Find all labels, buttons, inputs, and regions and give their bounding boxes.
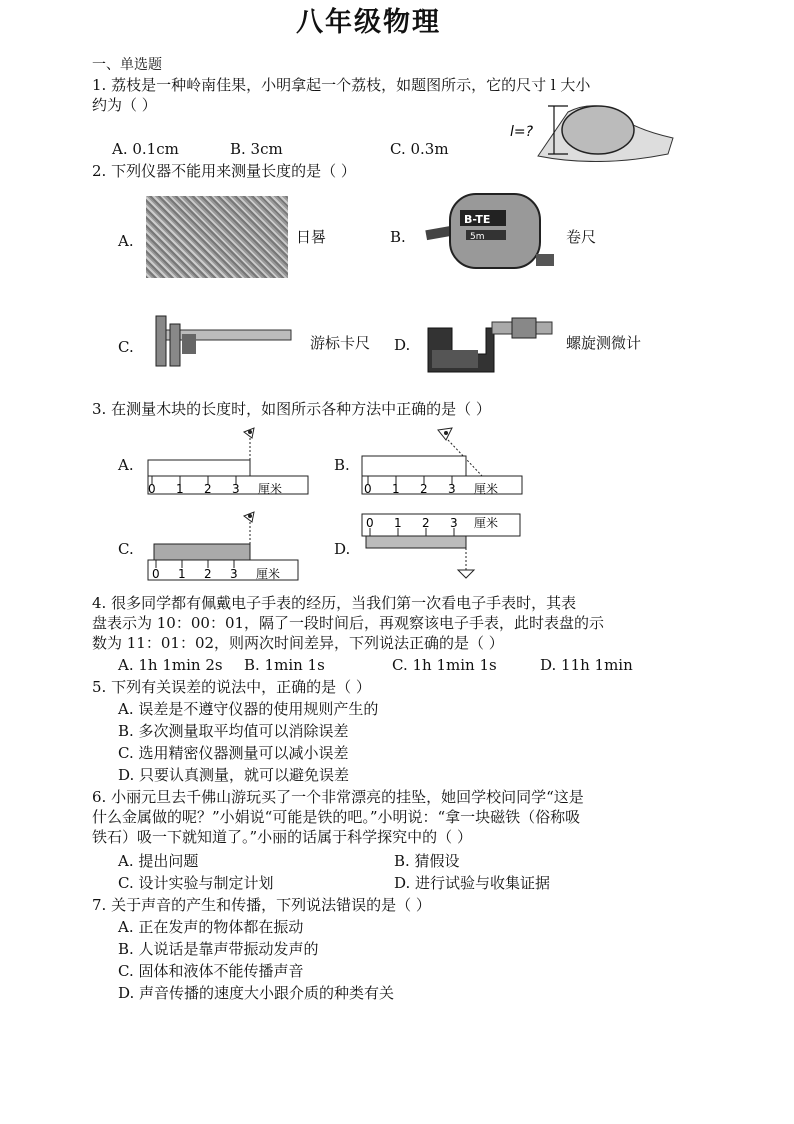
micrometer-image [422, 314, 562, 376]
ruler-tick: 2 [420, 482, 428, 496]
q2-option-b-label: 卷尺 [566, 228, 597, 246]
tape-brand: B-TE [464, 213, 491, 226]
ruler-unit: 厘米 [258, 482, 283, 496]
q2-option-a-letter[interactable]: A. [118, 232, 134, 250]
q6-option-d[interactable]: D. 进行试验与收集证据 [394, 874, 551, 892]
tape-size: 5m [470, 232, 485, 242]
wood-block [148, 460, 250, 476]
q2-option-c-letter[interactable]: C. [118, 338, 134, 356]
tape-measure-image [420, 188, 560, 278]
q3-stem: 3. 在测量木块的长度时，如图所示各种方法中正确的是（ ） [92, 400, 491, 418]
q3-option-d-letter[interactable]: D. [334, 540, 351, 558]
q5-option-c[interactable]: C. 选用精密仪器测量可以减小误差 [118, 744, 349, 762]
ruler-tick: 2 [204, 482, 212, 496]
q4-stem-line2: 盘表示为 10：00：01，隔了一段时间后，再观察该电子手表，此时表盘的示 [92, 614, 605, 632]
q1-stem-line2: 约为（ ） [92, 96, 157, 114]
ruler-tick: 0 [148, 482, 156, 496]
lychee-shape [562, 106, 634, 154]
lychee-size-label: l=? [510, 124, 534, 140]
q6-option-a[interactable]: A. 提出问题 [118, 852, 199, 870]
lychee-figure [508, 98, 678, 162]
q6-stem-line2: 什么金属做的呢？”小娟说“可能是铁的吧。”小明说：“拿一块磁铁（俗称吸 [92, 808, 581, 826]
q1-option-a[interactable]: A. 0.1cm [112, 140, 179, 158]
q7-option-a[interactable]: A. 正在发声的物体都在振动 [118, 918, 304, 936]
q1-option-c[interactable]: C. 0.3m [390, 140, 449, 158]
page-title: 八年级物理 [296, 7, 441, 38]
ruler-tick: 3 [230, 567, 238, 581]
q4-option-b[interactable]: B. 1min 1s [244, 656, 325, 674]
q6-option-c[interactable]: C. 设计实验与制定计划 [118, 874, 274, 892]
q5-stem: 5. 下列有关误差的说法中，正确的是（ ） [92, 678, 371, 696]
q5-option-a[interactable]: A. 误差是不遵守仪器的使用规则产生的 [118, 700, 379, 718]
q4-option-a[interactable]: A. 1h 1min 2s [118, 656, 223, 674]
ruler [148, 476, 308, 494]
q1-stem-line1: 1. 荔枝是一种岭南佳果，小明拿起一个荔枝，如题图所示，它的尺寸 l 大小 [92, 76, 591, 94]
section-heading: 一、单选题 [92, 57, 162, 73]
ruler-tick: 0 [364, 482, 372, 496]
ruler-tick: 1 [394, 516, 402, 530]
ruler-tick: 0 [152, 567, 160, 581]
vernier-caliper-image [146, 310, 296, 370]
q2-option-d-letter[interactable]: D. [394, 336, 411, 354]
sundial-photo [146, 196, 288, 278]
ruler-tick: 3 [450, 516, 458, 530]
q2-option-b-letter[interactable]: B. [390, 228, 406, 246]
q2-option-d-label: 螺旋测微计 [566, 334, 642, 352]
wood-block [362, 456, 466, 476]
q5-option-b[interactable]: B. 多次测量取平均值可以消除误差 [118, 722, 349, 740]
q4-option-c[interactable]: C. 1h 1min 1s [392, 656, 497, 674]
ruler-tick: 1 [176, 482, 184, 496]
q7-option-b[interactable]: B. 人说话是靠声带振动发声的 [118, 940, 319, 958]
q6-stem-line3: 铁石）吸一下就知道了。”小丽的话属于科学探究中的（ ） [92, 828, 472, 846]
q1-option-b[interactable]: B. 3cm [230, 140, 283, 158]
ruler-tick: 3 [448, 482, 456, 496]
q3-figure-a [140, 420, 310, 500]
q2-option-a-label: 日晷 [296, 228, 327, 246]
ruler-unit: 厘米 [256, 567, 281, 581]
q4-option-d[interactable]: D. 11h 1min [540, 656, 633, 674]
q3-figure-b [356, 420, 526, 500]
ruler-unit: 厘米 [474, 516, 499, 530]
wood-block [154, 544, 250, 560]
ruler-tick: 0 [366, 516, 374, 530]
ruler-tick: 2 [422, 516, 430, 530]
q7-stem: 7. 关于声音的产生和传播，下列说法错误的是（ ） [92, 896, 431, 914]
q3-figure-d [356, 508, 526, 586]
ruler-unit: 厘米 [474, 482, 499, 496]
ruler-tick: 1 [392, 482, 400, 496]
ruler-tick: 1 [178, 567, 186, 581]
q3-option-b-letter[interactable]: B. [334, 456, 350, 474]
q3-option-c-letter[interactable]: C. [118, 540, 134, 558]
q7-option-d[interactable]: D. 声音传播的速度大小跟介质的种类有关 [118, 984, 395, 1002]
q5-option-d[interactable]: D. 只要认真测量，就可以避免误差 [118, 766, 350, 784]
ruler-tick: 3 [232, 482, 240, 496]
q3-option-a-letter[interactable]: A. [118, 456, 134, 474]
q2-option-c-label: 游标卡尺 [310, 334, 371, 352]
q4-stem-line3: 数为 11：01：02，则两次时间差异，下列说法正确的是（ ） [92, 634, 504, 652]
q6-stem-line1: 6. 小丽元旦去千佛山游玩买了一个非常漂亮的挂坠，她回学校问同学“这是 [92, 788, 584, 806]
wood-block [366, 536, 466, 548]
q4-stem-line1: 4. 很多同学都有佩戴电子手表的经历，当我们第一次看电子手表时，其表 [92, 594, 577, 612]
q3-figure-c [140, 508, 310, 586]
q2-stem: 2. 下列仪器不能用来测量长度的是（ ） [92, 162, 356, 180]
ruler-tick: 2 [204, 567, 212, 581]
q7-option-c[interactable]: C. 固体和液体不能传播声音 [118, 962, 304, 980]
q6-option-b[interactable]: B. 猜假设 [394, 852, 460, 870]
